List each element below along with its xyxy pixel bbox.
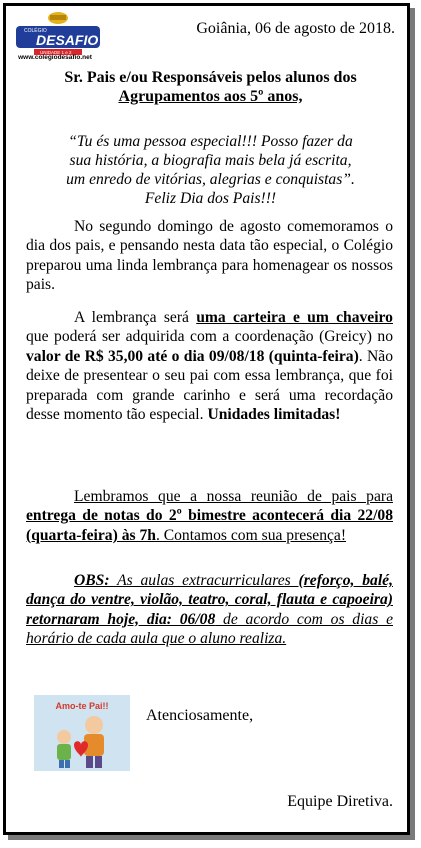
gift-limited: Unidades limitadas! [207, 406, 341, 424]
paragraph-obs [26, 571, 393, 649]
logo-brand-main: DESAFIO [36, 32, 99, 48]
fathers-day-clipart [34, 695, 130, 771]
obs-intro: As aulas extracurriculares [109, 572, 299, 589]
heading-line-2: Agrupamentos aos 5º anos, [118, 88, 303, 105]
signature: Equipe Diretiva. [287, 793, 393, 810]
logo-website: www.colegiodesafio.net [18, 54, 92, 61]
quote-line-3: um enredo de vitórias, alegrias e conquistas”. [66, 171, 355, 188]
date-line: Goiânia, 06 de agosto de 2018. [196, 20, 395, 37]
quote-block [14, 132, 407, 208]
obs-label: OBS: [74, 572, 110, 589]
gift-intro: A lembrança será [74, 309, 197, 326]
meeting-date: entrega de notas do 2º bimestre acontecerá dia 22/08 (quarta-feira) às 7h [26, 507, 393, 544]
paragraph-gift [26, 308, 393, 424]
meeting-intro: Lembramos que a nossa reunião de pais para [74, 488, 393, 505]
paragraph-meeting [26, 487, 393, 545]
obs-activities: (reforço, balé, dança do ventre, violão, teatro, coral, flauta e capoeira) retornaram hoje, dia: 06/08 [26, 572, 393, 628]
quote-line-2: sua história, a biografia mais bela já escrita, [69, 152, 352, 169]
gift-item: uma carteira e um chaveiro [196, 309, 393, 326]
gift-body: . Não deixe de presentear o seu pai com essa lembrança, que foi preparada com grande carinho e será uma recordação desse momento tão especial. [26, 347, 394, 424]
obs-schedule: de acordo com os dias e horário de cada aula que o aluno realiza. [26, 610, 393, 648]
letter-heading [10, 68, 411, 106]
meeting-closing: . Contamos com sua presença! [155, 526, 347, 544]
clipart-caption: Amo-te Pai!! [55, 701, 109, 711]
paragraph-fathers-day [26, 217, 393, 295]
logo-brand-top: COLÉGIO [24, 28, 47, 34]
heading-line-1: Sr. Pais e/ou Responsáveis pelos alunos dos [64, 69, 357, 86]
paragraph-1-text: No segundo domingo de agosto comemoramos o dia dos pais, e pensando nesta data tão especial, o Colégio preparou uma linda lembrança para homenagear os nossos pais. [26, 218, 393, 294]
closing-salutation: Atenciosamente, [146, 707, 254, 724]
logo-brand-sub: UNIDADE 1 e 2 [40, 50, 72, 55]
quote-line-1: “Tu és uma pessoa especial!!! Posso fazer da [68, 133, 353, 150]
gift-where: que poderá ser adquirida com a coordenação (Greicy) no [26, 328, 393, 346]
gift-price-deadline: valor de R$ 35,00 até o dia 09/08/18 (quinta-feira) [26, 347, 359, 365]
quote-line-4: Feliz Dia dos Pais!!! [144, 190, 277, 207]
